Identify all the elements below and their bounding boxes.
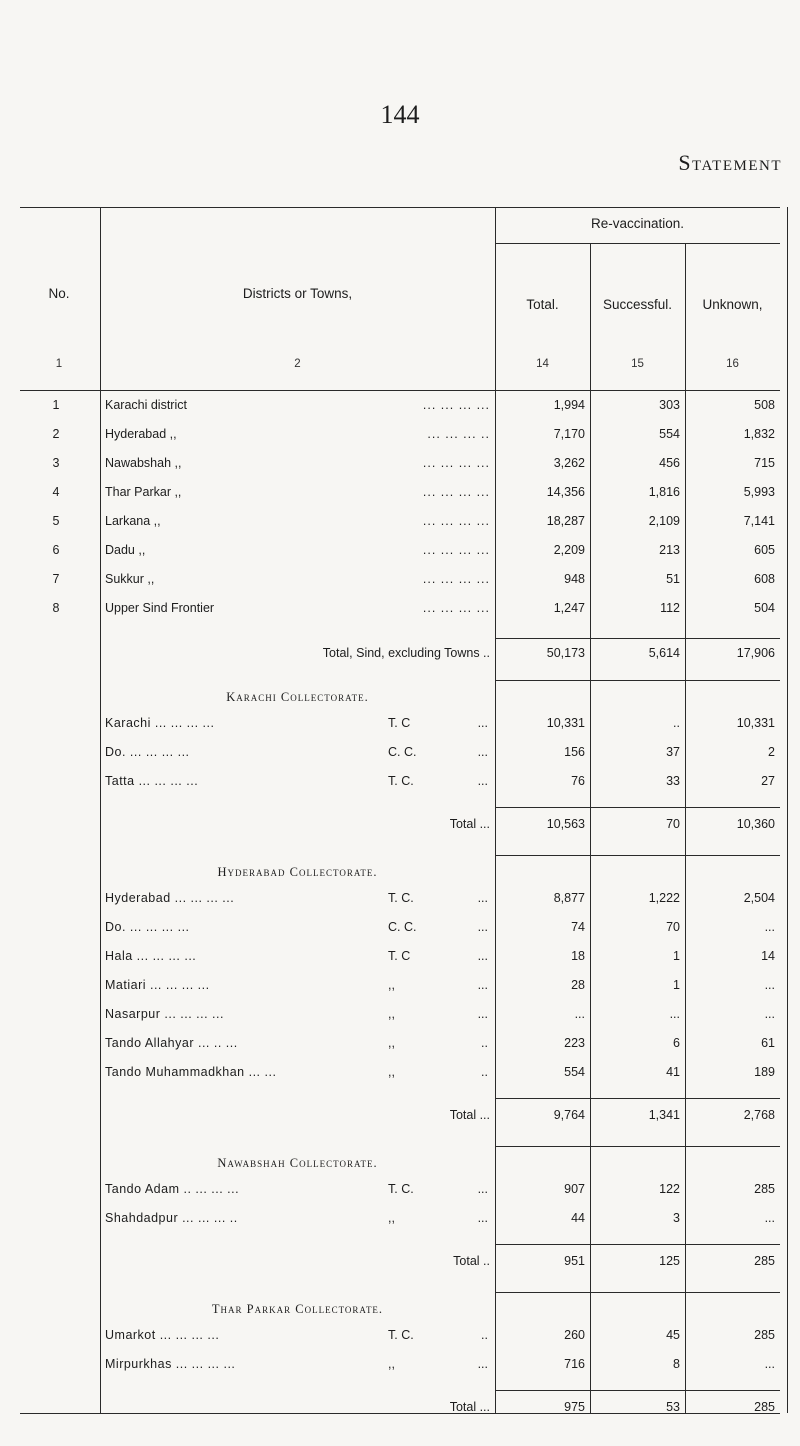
group-heading: Karachi Collectorate. — [226, 690, 369, 704]
town-row-type: ,, — [388, 978, 395, 992]
district-row-name: Upper Sind Frontier — [105, 601, 215, 615]
district-row-no: 2 — [52, 427, 60, 441]
town-row-successful: 1 — [673, 949, 680, 963]
town-row-name: Mirpurkhas ... ... ... ... — [105, 1357, 236, 1371]
header-bottom-rule — [20, 390, 780, 391]
district-row-total: 1,247 — [553, 601, 585, 615]
town-row-name: Hyderabad ... ... ... ... — [105, 891, 235, 905]
town-row-unknown: ... — [764, 920, 775, 934]
town-row-name: Shahdadpur ... ... ... .. — [105, 1211, 238, 1225]
town-row-unknown: 189 — [754, 1065, 775, 1079]
group-total-successful: 1,341 — [648, 1108, 680, 1122]
sind-total-total: 50,173 — [546, 646, 585, 660]
town-row-successful: 6 — [673, 1036, 680, 1050]
town-row-dots: .. — [481, 1036, 488, 1050]
town-row-total: 8,877 — [553, 891, 585, 905]
town-row-name: Tando Muhammadkhan ... ... — [105, 1065, 277, 1079]
town-row-successful: 41 — [666, 1065, 680, 1079]
district-row-name: Hyderabad ,, — [105, 427, 177, 441]
district-row-name: Larkana ,, — [105, 514, 161, 528]
district-row-name: Karachi district — [105, 398, 187, 412]
town-row-type: T. C. — [388, 1328, 414, 1342]
group-total-successful: 70 — [666, 817, 680, 831]
district-row-no: 4 — [52, 485, 60, 499]
town-row-name: Umarkot ... ... ... ... — [105, 1328, 220, 1342]
header-num-unknown: 16 — [726, 358, 739, 370]
town-row-total: 554 — [564, 1065, 585, 1079]
town-row-dots: ... — [477, 716, 488, 730]
town-row-successful: .. — [673, 716, 680, 730]
district-row-successful: 112 — [660, 601, 680, 615]
district-row-unknown: 1,832 — [743, 427, 775, 441]
town-row-type: ,, — [388, 1065, 395, 1079]
town-row-name: Matiari ... ... ... ... — [105, 978, 210, 992]
district-row-dots: ... ... ... ... — [422, 485, 490, 499]
group-heading: Nawabshah Collectorate. — [217, 1156, 378, 1170]
town-row-dots: ... — [477, 1182, 488, 1196]
group-heading: Thar Parkar Collectorate. — [211, 1302, 384, 1316]
group-total-rule — [495, 1390, 780, 1391]
town-row-total: 10,331 — [546, 716, 585, 730]
town-row-dots: ... — [477, 1211, 488, 1225]
town-row-total: 156 — [564, 745, 585, 759]
district-row-dots: ... ... ... ... — [422, 514, 490, 528]
group-total-rule — [495, 1098, 780, 1099]
town-row-dots: ... — [477, 1007, 488, 1021]
town-row-name: Tatta ... ... ... ... — [105, 774, 199, 788]
town-row-total: 18 — [571, 949, 585, 963]
header-num-district: 2 — [294, 358, 301, 370]
town-row-dots: ... — [477, 1357, 488, 1371]
town-row-total: 44 — [571, 1211, 585, 1225]
group-total-label: Total ... — [449, 1400, 490, 1414]
town-row-dots: ... — [477, 949, 488, 963]
page-title: Statement — [678, 150, 782, 175]
town-row-successful: 3 — [673, 1211, 680, 1225]
district-row-name: Dadu ,, — [105, 543, 146, 557]
group-total-rule — [495, 1244, 780, 1245]
town-row-successful: 70 — [666, 920, 680, 934]
town-row-name: Do. ... ... ... ... — [105, 920, 190, 934]
town-row-type: ,, — [388, 1036, 395, 1050]
town-row-total: 907 — [564, 1182, 585, 1196]
header-total: Total. — [526, 297, 559, 312]
town-row-type: C. C. — [388, 920, 417, 934]
district-row-total: 14,356 — [546, 485, 585, 499]
town-row-unknown: 2 — [768, 745, 775, 759]
district-row-successful: 1,816 — [648, 485, 680, 499]
header-successful: Successful. — [602, 297, 673, 312]
group-top-rule — [495, 680, 780, 681]
rule-district-total — [495, 207, 496, 1413]
group-total-total: 951 — [564, 1254, 585, 1268]
header-district: Districts or Towns, — [242, 286, 353, 301]
group-top-rule — [495, 1292, 780, 1293]
town-row-dots: ... — [477, 891, 488, 905]
town-row-total: 260 — [564, 1328, 585, 1342]
group-total-unknown: 285 — [754, 1254, 775, 1268]
town-row-total: 28 — [571, 978, 585, 992]
group-total-unknown: 285 — [754, 1400, 775, 1414]
rule-no-district — [100, 207, 101, 1413]
group-total-label: Total ... — [449, 1108, 490, 1122]
group-total-total: 975 — [564, 1400, 585, 1414]
group-total-unknown: 2,768 — [743, 1108, 775, 1122]
district-row-unknown: 605 — [754, 543, 775, 557]
town-row-unknown: 61 — [761, 1036, 775, 1050]
sind-total-label: Total, Sind, excluding Towns .. — [322, 646, 490, 660]
district-row-name: Sukkur ,, — [105, 572, 155, 586]
district-row-successful: 213 — [659, 543, 680, 557]
revaccination-underline — [495, 243, 780, 244]
town-row-type: ,, — [388, 1211, 395, 1225]
district-row-dots: ... ... ... .. — [427, 427, 490, 441]
district-row-total: 2,209 — [553, 543, 585, 557]
district-row-successful: 51 — [666, 572, 680, 586]
town-row-successful: 37 — [666, 745, 680, 759]
district-row-name: Thar Parkar ,, — [105, 485, 182, 499]
town-row-dots: .. — [481, 1065, 488, 1079]
town-row-unknown: 10,331 — [736, 716, 775, 730]
town-row-unknown: 2,504 — [743, 891, 775, 905]
group-total-successful: 125 — [659, 1254, 680, 1268]
district-row-successful: 2,109 — [648, 514, 680, 528]
district-row-total: 948 — [564, 572, 585, 586]
town-row-type: ,, — [388, 1007, 395, 1021]
district-row-no: 5 — [52, 514, 60, 528]
rule-right-edge — [787, 207, 788, 1413]
district-row-dots: ... ... ... ... — [422, 398, 490, 412]
town-row-dots: ... — [477, 774, 488, 788]
district-row-name: Nawabshah ,, — [105, 456, 182, 470]
group-total-total: 10,563 — [546, 817, 585, 831]
town-row-successful: 122 — [659, 1182, 680, 1196]
town-row-name: Tando Adam .. ... ... ... — [105, 1182, 240, 1196]
town-row-name: Hala ... ... ... ... — [105, 949, 197, 963]
district-row-unknown: 608 — [754, 572, 775, 586]
district-row-dots: ... ... ... ... — [422, 572, 490, 586]
group-total-rule — [495, 807, 780, 808]
district-row-no: 1 — [52, 398, 60, 412]
district-row-total: 7,170 — [553, 427, 585, 441]
town-row-successful: 1 — [673, 978, 680, 992]
town-row-type: T. C. — [388, 774, 414, 788]
group-total-label: Total .. — [453, 1254, 490, 1268]
town-row-unknown: ... — [764, 1211, 775, 1225]
town-row-unknown: 285 — [754, 1182, 775, 1196]
town-row-type: T. C. — [388, 1182, 414, 1196]
town-row-unknown: ... — [764, 1007, 775, 1021]
town-row-total: 716 — [564, 1357, 585, 1371]
district-row-unknown: 715 — [754, 456, 775, 470]
town-row-dots: ... — [477, 745, 488, 759]
town-row-unknown: 27 — [761, 774, 775, 788]
town-row-dots: ... — [477, 920, 488, 934]
district-row-dots: ... ... ... ... — [422, 543, 490, 557]
town-row-unknown: 285 — [754, 1328, 775, 1342]
district-row-unknown: 504 — [754, 601, 775, 615]
district-row-dots: ... ... ... ... — [422, 601, 490, 615]
district-row-unknown: 508 — [754, 398, 775, 412]
group-total-unknown: 10,360 — [736, 817, 775, 831]
town-row-type: T. C — [388, 949, 411, 963]
table-top-rule — [20, 207, 780, 208]
town-row-successful: ... — [669, 1007, 680, 1021]
group-top-rule — [495, 1146, 780, 1147]
town-row-total: 76 — [571, 774, 585, 788]
header-unknown: Unknown, — [702, 297, 763, 312]
header-no: No. — [48, 286, 70, 301]
town-row-name: Tando Allahyar ... .. ... — [105, 1036, 238, 1050]
town-row-unknown: ... — [764, 1357, 775, 1371]
town-row-successful: 1,222 — [648, 891, 680, 905]
sind-total-rule — [495, 638, 780, 639]
town-row-total: ... — [574, 1007, 585, 1021]
page-number: 144 — [380, 100, 420, 129]
district-row-no: 6 — [52, 543, 60, 557]
group-top-rule — [495, 855, 780, 856]
district-row-total: 1,994 — [553, 398, 585, 412]
town-row-dots: .. — [481, 1328, 488, 1342]
district-row-dots: ... ... ... ... — [422, 456, 490, 470]
town-row-unknown: 14 — [761, 949, 775, 963]
district-row-no: 7 — [52, 572, 60, 586]
header-num-no: 1 — [55, 358, 63, 370]
town-row-name: Nasarpur ... ... ... ... — [105, 1007, 224, 1021]
district-row-successful: 456 — [659, 456, 680, 470]
town-row-type: T. C — [388, 716, 411, 730]
district-row-total: 18,287 — [546, 514, 585, 528]
town-row-name: Karachi ... ... ... ... — [105, 716, 215, 730]
town-row-total: 223 — [564, 1036, 585, 1050]
town-row-successful: 45 — [666, 1328, 680, 1342]
district-row-successful: 554 — [659, 427, 680, 441]
town-row-successful: 8 — [673, 1357, 680, 1371]
sind-total-successful: 5,614 — [648, 646, 680, 660]
district-row-unknown: 7,141 — [743, 514, 775, 528]
town-row-total: 74 — [571, 920, 585, 934]
sind-total-unknown: 17,906 — [736, 646, 775, 660]
district-row-no: 8 — [52, 601, 60, 615]
town-row-type: ,, — [388, 1357, 395, 1371]
header-num-total: 14 — [536, 358, 549, 370]
town-row-name: Do. ... ... ... ... — [105, 745, 190, 759]
district-row-successful: 303 — [659, 398, 680, 412]
group-total-total: 9,764 — [553, 1108, 585, 1122]
town-row-type: T. C. — [388, 891, 414, 905]
group-heading: Hyderabad Collectorate. — [217, 865, 378, 879]
district-row-unknown: 5,993 — [743, 485, 775, 499]
header-num-successful: 15 — [631, 358, 644, 370]
town-row-successful: 33 — [666, 774, 680, 788]
town-row-dots: ... — [477, 978, 488, 992]
town-row-unknown: ... — [764, 978, 775, 992]
header-revaccination: Re-vaccination. — [590, 216, 685, 231]
district-row-total: 3,262 — [553, 456, 585, 470]
town-row-type: C. C. — [388, 745, 417, 759]
group-total-successful: 53 — [666, 1400, 680, 1414]
group-total-label: Total ... — [449, 817, 490, 831]
district-row-no: 3 — [52, 456, 60, 470]
